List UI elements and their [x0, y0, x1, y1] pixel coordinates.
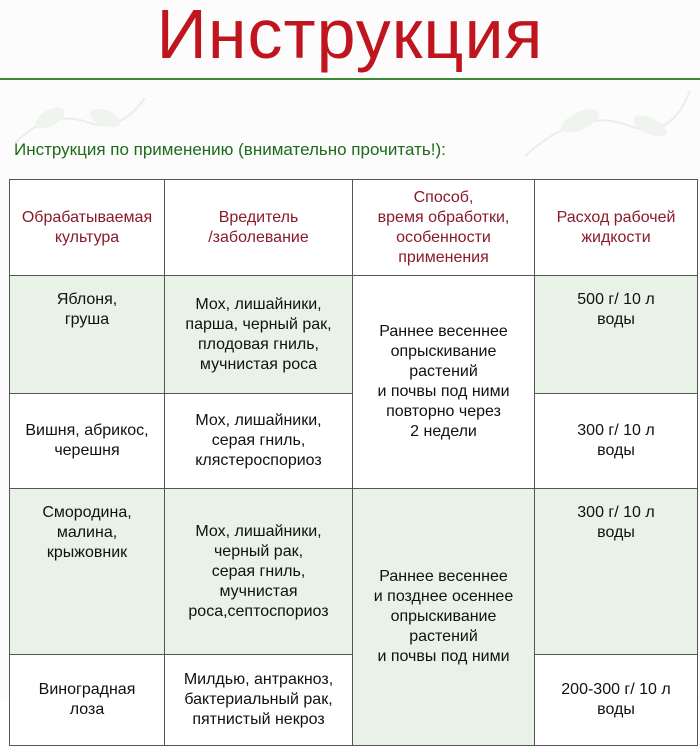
- pest-cell: Мох, лишайники, парша, черный рак, плодовая гниль, мучнистая роса: [165, 276, 353, 394]
- rate-cell: 500 г/ 10 л воды: [535, 276, 698, 394]
- header-pest: Вредитель /заболевание: [165, 180, 353, 276]
- page-title: Инструкция: [156, 0, 544, 73]
- table-header-row: [10, 180, 698, 276]
- rate-cell: 300 г/ 10 л воды: [535, 489, 698, 655]
- header-method: Способ, время обработки, особенности применения: [353, 180, 535, 276]
- crop-cell: Смородина, малина, крыжовник: [10, 489, 165, 655]
- instructions-table: [9, 179, 698, 746]
- crop-cell: Виноградная лоза: [10, 655, 165, 746]
- header-rate: Расход рабочей жидкости: [535, 180, 698, 276]
- header-crop: Обрабатываемая культура: [10, 180, 165, 276]
- rate-cell: 300 г/ 10 л воды: [535, 394, 698, 489]
- table-row: [10, 489, 698, 655]
- table-row: [10, 276, 698, 394]
- instructions-subtitle: Инструкция по применению (внимательно прочитать!):: [14, 140, 446, 159]
- method-cell: Раннее весеннее и позднее осеннее опрыскивание растений и почвы под ними: [353, 489, 535, 746]
- pest-cell: Милдью, антракноз, бактериальный рак, пятнистый некроз: [165, 655, 353, 746]
- title-divider: [0, 78, 700, 80]
- pest-cell: Мох, лишайники, черный рак, серая гниль, мучнистая роса,септоспориоз: [165, 489, 353, 655]
- crop-cell: Яблоня, груша: [10, 276, 165, 394]
- pest-cell: Мох, лишайники, серая гниль, клястероспориоз: [165, 394, 353, 489]
- rate-cell: 200-300 г/ 10 л воды: [535, 655, 698, 746]
- method-cell: Раннее весеннее опрыскивание растений и почвы под ними повторно через 2 недели: [353, 276, 535, 489]
- crop-cell: Вишня, абрикос, черешня: [10, 394, 165, 489]
